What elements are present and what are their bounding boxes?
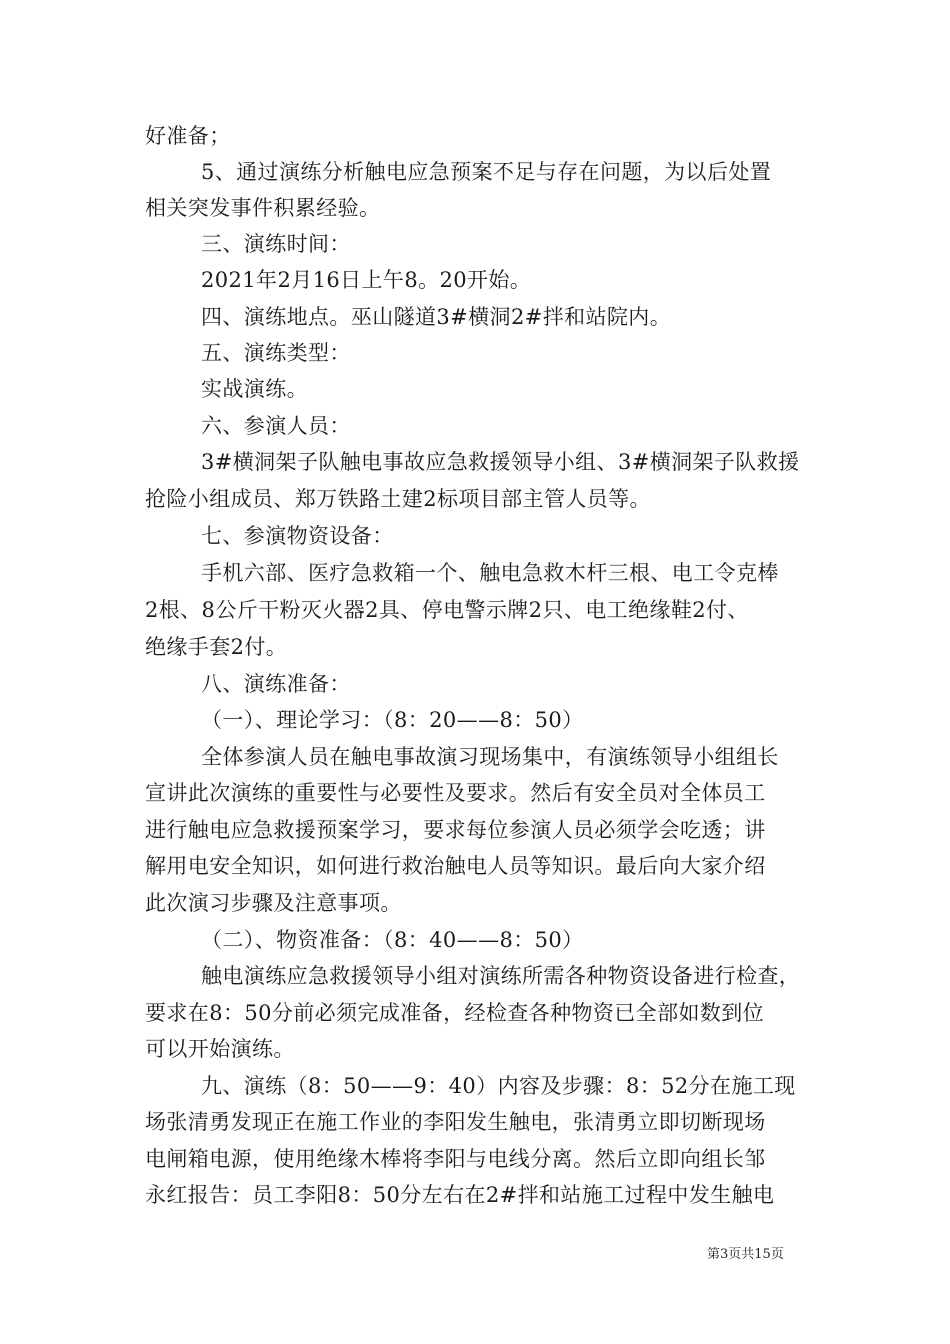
page-number-footer: 第3页共15页 [707,1247,784,1262]
section-heading: 八、演练准备： [201,672,351,696]
text-line: 相关突发事件积累经验。 [145,196,381,220]
text-line: 触电演练应急救援领导小组对演练所需各种物资设备进行检查， [201,964,801,988]
section-heading: 三、演练时间： [201,232,351,256]
section-heading: 四、演练地点。巫山隧道3#横洞2#拌和站院内。 [201,305,672,329]
section-heading: 五、演练类型： [201,341,351,365]
text-line: 5、通过演练分析触电应急预案不足与存在问题，为以后处置 [201,160,772,184]
text-line: 永红报告：员工李阳8：50分左右在2#拌和站施工过程中发生触电 [145,1183,775,1207]
subsection-heading: （二）、物资准备：（8：40——8：50） [201,928,584,952]
text-line: 可以开始演练。 [145,1037,295,1061]
text-line: 要求在8：50分前必须完成准备，经检查各种物资已全部如数到位 [145,1001,765,1025]
text-line: 全体参演人员在触电事故演习现场集中，有演练领导小组组长 [201,745,779,769]
section-heading: 六、参演人员： [201,414,351,438]
text-line: 场张清勇发现正在施工作业的李阳发生触电，张清勇立即切断现场 [145,1110,766,1134]
text-line: 抢险小组成员、郑万铁路土建2标项目部主管人员等。 [145,487,651,511]
text-line: 手机六部、医疗急救箱一个、触电急救木杆三根、电工令克棒 [201,561,779,585]
text-line: 解用电安全知识，如何进行救治触电人员等知识。最后向大家介绍 [145,854,766,878]
subsection-heading: （一）、理论学习：（8：20——8：50） [201,708,584,732]
text-line: 2021年2月16日上午8。20开始。 [201,268,532,292]
text-line: 实战演练。 [201,377,308,401]
text-line: 2根、8公斤干粉灭火器2具、停电警示牌2只、电工绝缘鞋2付、 [145,598,749,622]
text-line: 电闸箱电源，使用绝缘木棒将李阳与电线分离。然后立即向组长邹 [145,1147,766,1171]
text-line: 进行触电应急救援预案学习，要求每位参演人员必须学会吃透；讲 [145,818,766,842]
text-line: 3#横洞架子队触电事故应急救援领导小组、3#横洞架子队救援 [201,450,800,474]
text-line: 绝缘手套2付。 [145,635,288,659]
text-line: 好准备； [145,124,231,148]
section-heading: 九、演练（8：50——9：40）内容及步骤：8：52分在施工现 [201,1074,796,1098]
text-line: 此次演习步骤及注意事项。 [145,891,402,915]
text-line: 宣讲此次演练的重要性与必要性及要求。然后有安全员对全体员工 [145,781,766,805]
section-heading: 七、参演物资设备： [201,524,394,548]
